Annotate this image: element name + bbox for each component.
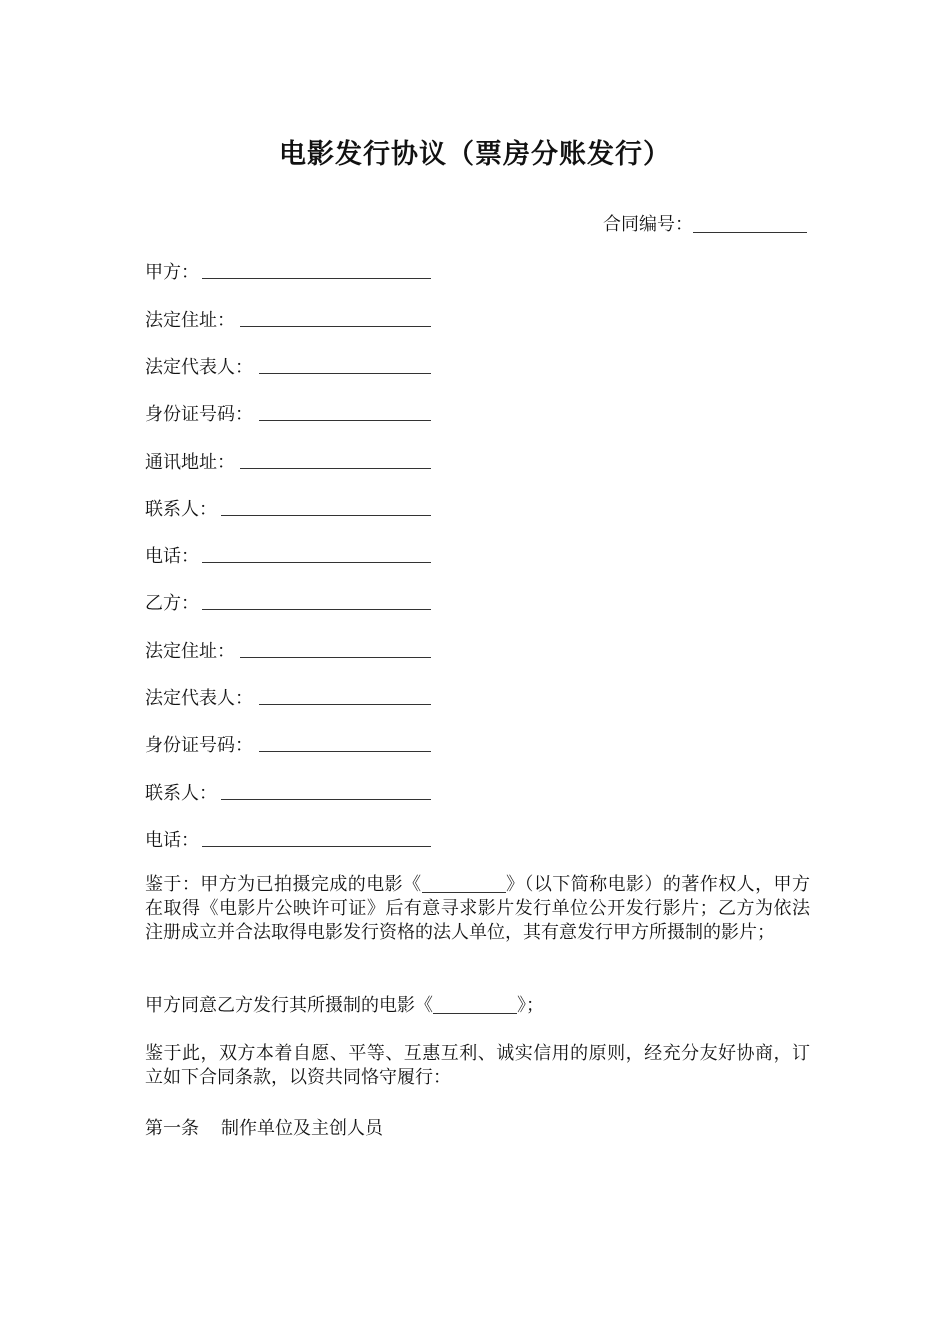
party-a-id-blank[interactable] [259, 400, 431, 421]
article-1-number: 第一条 [145, 1118, 199, 1139]
party-b-contact-blank[interactable] [221, 779, 431, 800]
party-a-id-label: 身份证号码： [145, 404, 253, 425]
party-b-id-field [145, 731, 253, 757]
party-a-contact-label: 联系人： [145, 499, 217, 520]
party-b-contact-label: 联系人： [145, 783, 217, 804]
party-a-address-field [145, 306, 235, 332]
party-a-contact-blank[interactable] [221, 495, 431, 516]
contract-number-label: 合同编号： [603, 214, 693, 235]
party-b-id-label: 身份证号码： [145, 735, 253, 756]
party-b-name-blank[interactable] [202, 589, 431, 610]
party-b-rep-field [145, 684, 253, 710]
recital-2-start: 甲方同意乙方发行其所摄制的电影《 [145, 995, 433, 1016]
party-b-phone-field [145, 826, 199, 852]
party-a-rep-label: 法定代表人： [145, 357, 253, 378]
party-b-name-field [145, 589, 199, 615]
document-title: 电影发行协议（票房分账发行） [279, 139, 671, 170]
party-a-address-label: 法定住址： [145, 310, 235, 331]
party-b-address-field [145, 637, 235, 663]
party-a-contact-field [145, 495, 217, 521]
party-b-address-label: 法定住址： [145, 641, 235, 662]
party-b-address-blank[interactable] [240, 637, 431, 658]
party-a-mail-field [145, 448, 235, 474]
recital-paragraph-1 [145, 873, 810, 945]
party-a-name-field [145, 258, 199, 284]
film-title-blank-1[interactable] [422, 874, 506, 893]
party-a-mail-blank[interactable] [240, 448, 431, 469]
party-a-id-field [145, 400, 253, 426]
party-a-name-blank[interactable] [202, 258, 431, 279]
party-a-mail-label: 通讯地址： [145, 452, 235, 473]
party-b-phone-blank[interactable] [202, 826, 431, 847]
party-a-name-label: 甲方： [145, 262, 199, 283]
party-b-rep-label: 法定代表人： [145, 688, 253, 709]
recital-paragraph-2 [145, 994, 810, 1018]
party-b-id-blank[interactable] [259, 731, 431, 752]
party-a-phone-blank[interactable] [202, 542, 431, 563]
film-title-blank-2[interactable] [433, 995, 517, 1014]
party-a-phone-label: 电话： [145, 546, 199, 567]
party-b-contact-field [145, 779, 217, 805]
recital-paragraph-3: 鉴于此，双方本着自愿、平等、互惠互利、诚实信用的原则，经充分友好协商，订立如下合同条款，以资共同恪守履行： [145, 1043, 810, 1088]
party-b-phone-label: 电话： [145, 830, 199, 851]
party-b-rep-blank[interactable] [259, 684, 431, 705]
article-1-heading [145, 1114, 383, 1140]
recital-2-end: 》； [517, 995, 544, 1016]
party-a-rep-field [145, 353, 253, 379]
party-a-rep-blank[interactable] [259, 353, 431, 374]
contract-number-blank[interactable] [693, 214, 807, 233]
party-a-phone-field [145, 542, 199, 568]
party-a-address-blank[interactable] [240, 306, 431, 327]
recital-1-rest: 》（以下简称电影）的著作权人，甲方在取得《电影片公映许可证》后有意寻求影片发行单位公开发行影片；乙方为依法注册成立并合法取得电影发行资格的法人单位，其有意发行甲方所摄制的影片； [145, 874, 810, 943]
party-b-name-label: 乙方： [145, 593, 199, 614]
contract-number-line [603, 210, 807, 236]
recital-1-start: 鉴于：甲方为已拍摄完成的电影《 [145, 874, 422, 895]
article-1-title: 制作单位及主创人员 [221, 1118, 383, 1139]
